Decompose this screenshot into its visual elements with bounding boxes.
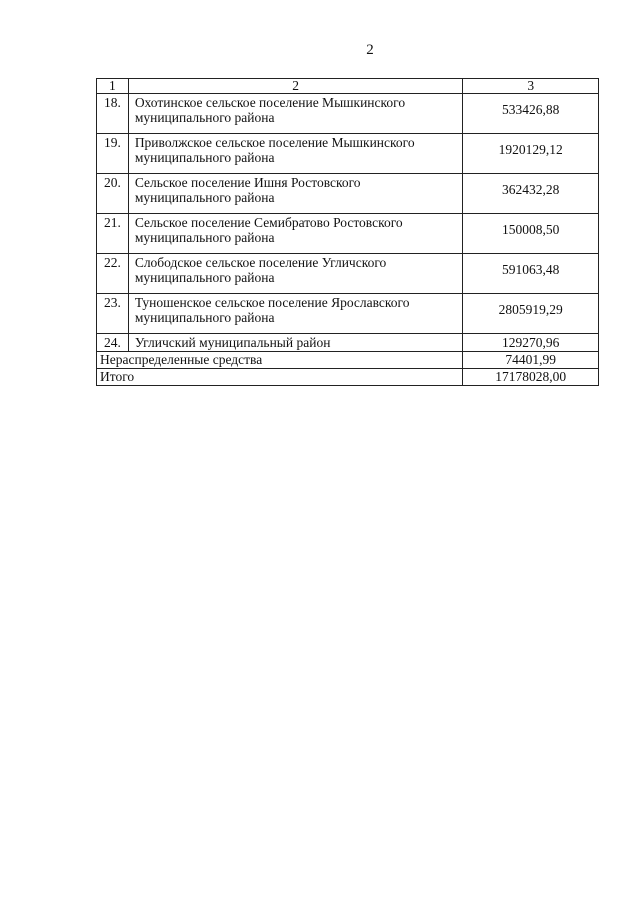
row-number: 18.	[97, 94, 129, 134]
table-row	[97, 94, 599, 134]
row-name: Угличский муниципальный район	[128, 334, 463, 352]
row-name: Приволжское сельское поселение Мышкинского муниципального района	[128, 134, 463, 174]
total-label: Итого	[97, 369, 463, 386]
header-col-2: 2	[128, 79, 463, 94]
table-row	[97, 294, 599, 334]
header-col-3: 3	[463, 79, 599, 94]
table-row	[97, 214, 599, 254]
total-row	[97, 369, 599, 386]
row-number: 20.	[97, 174, 129, 214]
row-name: Сельское поселение Семибратово Ростовского муниципального района	[128, 214, 463, 254]
row-number: 23.	[97, 294, 129, 334]
unallocated-label: Нераспределенные средства	[97, 352, 463, 369]
row-amount: 150008,50	[463, 214, 599, 254]
row-amount: 533426,88	[463, 94, 599, 134]
budget-table	[96, 78, 599, 386]
row-amount: 591063,48	[463, 254, 599, 294]
table-header-row	[97, 79, 599, 94]
page-number: 2	[366, 42, 374, 58]
row-number: 22.	[97, 254, 129, 294]
unallocated-amount: 74401,99	[463, 352, 599, 369]
row-number: 19.	[97, 134, 129, 174]
row-number: 24.	[97, 334, 129, 352]
row-name: Охотинское сельское поселение Мышкинского муниципального района	[128, 94, 463, 134]
row-amount: 362432,28	[463, 174, 599, 214]
row-name: Слободское сельское поселение Угличского муниципального района	[128, 254, 463, 294]
header-col-1: 1	[97, 79, 129, 94]
row-name: Туношенское сельское поселение Ярославского муниципального района	[128, 294, 463, 334]
table-row	[97, 254, 599, 294]
row-amount: 2805919,29	[463, 294, 599, 334]
unallocated-row	[97, 352, 599, 369]
row-number: 21.	[97, 214, 129, 254]
table-row	[97, 134, 599, 174]
table-row	[97, 334, 599, 352]
total-amount: 17178028,00	[463, 369, 599, 386]
row-name: Сельское поселение Ишня Ростовского муниципального района	[128, 174, 463, 214]
row-amount: 1920129,12	[463, 134, 599, 174]
row-amount: 129270,96	[463, 334, 599, 352]
table-row	[97, 174, 599, 214]
